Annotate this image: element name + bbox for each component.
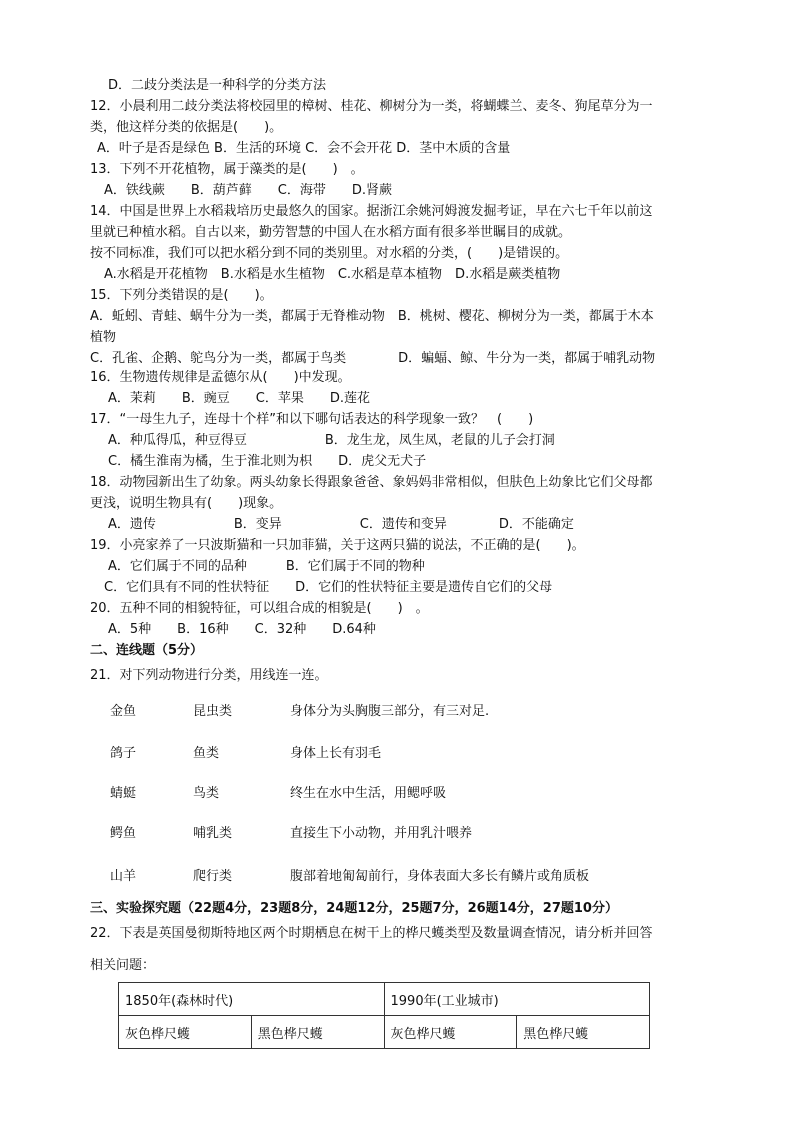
table-cell-black-1990: 黑色桦尺蠖 [517, 1016, 650, 1049]
match-row [0, 784, 794, 804]
table-header-1990: 1990年(工业城市) [384, 983, 650, 1016]
match-animal: 蜻蜓 [110, 786, 137, 801]
match-row [0, 744, 794, 764]
match-category: 昆虫类 [193, 704, 233, 719]
section-2-heading: 二、连线题（5分） [90, 643, 204, 658]
match-category: 鱼类 [193, 746, 220, 761]
q22-stem-line1: 22．下表是英国曼彻斯特地区两个时期栖息在树干上的桦尺蠖类型及数量调查情况，请分析并回答 [90, 926, 653, 941]
match-animal: 鳄鱼 [110, 826, 137, 841]
match-animal: 金鱼 [110, 704, 137, 719]
q20-options: A．5种 B．16种 C．32种 D.64种 [108, 622, 376, 637]
q19-options-ab: A．它们属于不同的品种 B．它们属于不同的物种 [108, 559, 425, 574]
q18-options: A．遗传 B．变异 C．遗传和变异 D．不能确定 [108, 517, 574, 532]
q20-stem: 20．五种不同的相貌特征，可以组合成的相貌是( ) 。 [90, 601, 429, 616]
q15-options-ab-cont: 植物 [90, 330, 117, 345]
match-animal: 鸽子 [110, 746, 137, 761]
match-category: 鸟类 [193, 786, 220, 801]
q17-options-cd: C．橘生淮南为橘，生于淮北则为枳 D．虎父无犬子 [108, 454, 427, 469]
match-feature: 身体分为头胸腹三部分，有三对足. [290, 704, 490, 719]
q13-options: A．铁线蕨 B．葫芦藓 C．海带 D.肾蕨 [104, 183, 393, 198]
q14-stem-line3: 按不同标准，我们可以把水稻分到不同的类别里。对水稻的分类，( )是错误的。 [90, 246, 569, 261]
table-cell-gray-1990: 灰色桦尺蠖 [384, 1016, 517, 1049]
q17-options-ab: A．种瓜得瓜，种豆得豆 B．龙生龙，凤生凤，老鼠的儿子会打洞 [108, 433, 555, 448]
q12-stem-line2: 类，他这样分类的依据是( )。 [90, 120, 283, 135]
match-feature: 直接生下小动物，并用乳汁喂养 [290, 826, 473, 841]
q15-options-cd: C．孔雀、企鹅、鸵鸟分为一类，都属于鸟类 D．蝙蝠、鲸、牛分为一类，都属于哺乳动物 [90, 351, 656, 366]
match-row [0, 867, 794, 887]
match-category: 哺乳类 [193, 826, 233, 841]
q13-stem: 13．下列不开花植物，属于藻类的是( ) 。 [90, 162, 364, 177]
table-cell-gray-1850: 灰色桦尺蠖 [119, 1016, 252, 1049]
q15-stem: 15．下列分类错误的是( )。 [90, 288, 273, 303]
table-header-1850: 1850年(森林时代) [119, 983, 385, 1016]
match-row [0, 702, 794, 722]
q12-stem-line1: 12．小晨利用二歧分类法将校园里的樟树、桂花、柳树分为一类，将蝴蝶兰、麦冬、狗尾草分为一 [90, 99, 653, 114]
q16-stem: 16．生物遗传规律是孟德尔从( )中发现。 [90, 370, 351, 385]
q14-stem-line2: 里就已种植水稻。自古以来，勤劳智慧的中国人在水稻方面有很多举世瞩目的成就。 [90, 225, 572, 240]
match-feature: 腹部着地匍匐前行，身体表面大多长有鳞片或角质板 [290, 869, 590, 884]
q21-stem: 21．对下列动物进行分类，用线连一连。 [90, 668, 328, 683]
q12-options: A．叶子是否是绿色 B．生活的环境 C．会不会开花 D．茎中木质的含量 [97, 141, 511, 156]
match-feature: 身体上长有羽毛 [290, 746, 382, 761]
moth-survey-table [118, 982, 650, 1049]
section-3-heading: 三、实验探究题（22题4分，23题8分，24题12分，25题7分，26题14分，27题10分） [90, 901, 618, 916]
q16-options: A．茉莉 B．豌豆 C．苹果 D.莲花 [108, 391, 371, 406]
q17-stem: 17．“一母生九子，连母十个样”和以下哪句话表达的科学现象一致？ ( ) [90, 412, 534, 427]
match-category: 爬行类 [193, 869, 233, 884]
q18-stem-line1: 18．动物园新出生了幼象。两头幼象长得跟象爸爸、象妈妈非常相似，但肤色上幼象比它们父母都 [90, 475, 653, 490]
q18-stem-line2: 更浅，说明生物具有( )现象。 [90, 496, 283, 511]
table-cell-black-1850: 黑色桦尺蠖 [251, 1016, 384, 1049]
q22-stem-line2: 相关问题： [90, 958, 156, 973]
q19-options-cd: C．它们具有不同的性状特征 D．它们的性状特征主要是遗传自它们的父母 [104, 580, 553, 595]
q15-options-ab: A．蚯蚓、青蛙、蜗牛分为一类，都属于无脊椎动物 B．桃树、樱花、柳树分为一类，都属于木本 [90, 309, 654, 324]
q11-option-d: D．二歧分类法是一种科学的分类方法 [108, 78, 327, 93]
table-header-row [119, 983, 650, 1016]
q14-stem-line1: 14．中国是世界上水稻栽培历史最悠久的国家。据浙江余姚河姆渡发掘考证，早在六七千年以前这 [90, 204, 653, 219]
match-feature: 终生在水中生活，用鳃呼吸 [290, 786, 447, 801]
match-row [0, 824, 794, 844]
q14-options: A.水稻是开花植物 B.水稻是水生植物 C.水稻是草本植物 D.水稻是蕨类植物 [104, 267, 561, 282]
match-animal: 山羊 [110, 869, 137, 884]
table-row [119, 1016, 650, 1049]
q19-stem: 19．小亮家养了一只波斯猫和一只加菲猫，关于这两只猫的说法，不正确的是( )。 [90, 538, 585, 553]
